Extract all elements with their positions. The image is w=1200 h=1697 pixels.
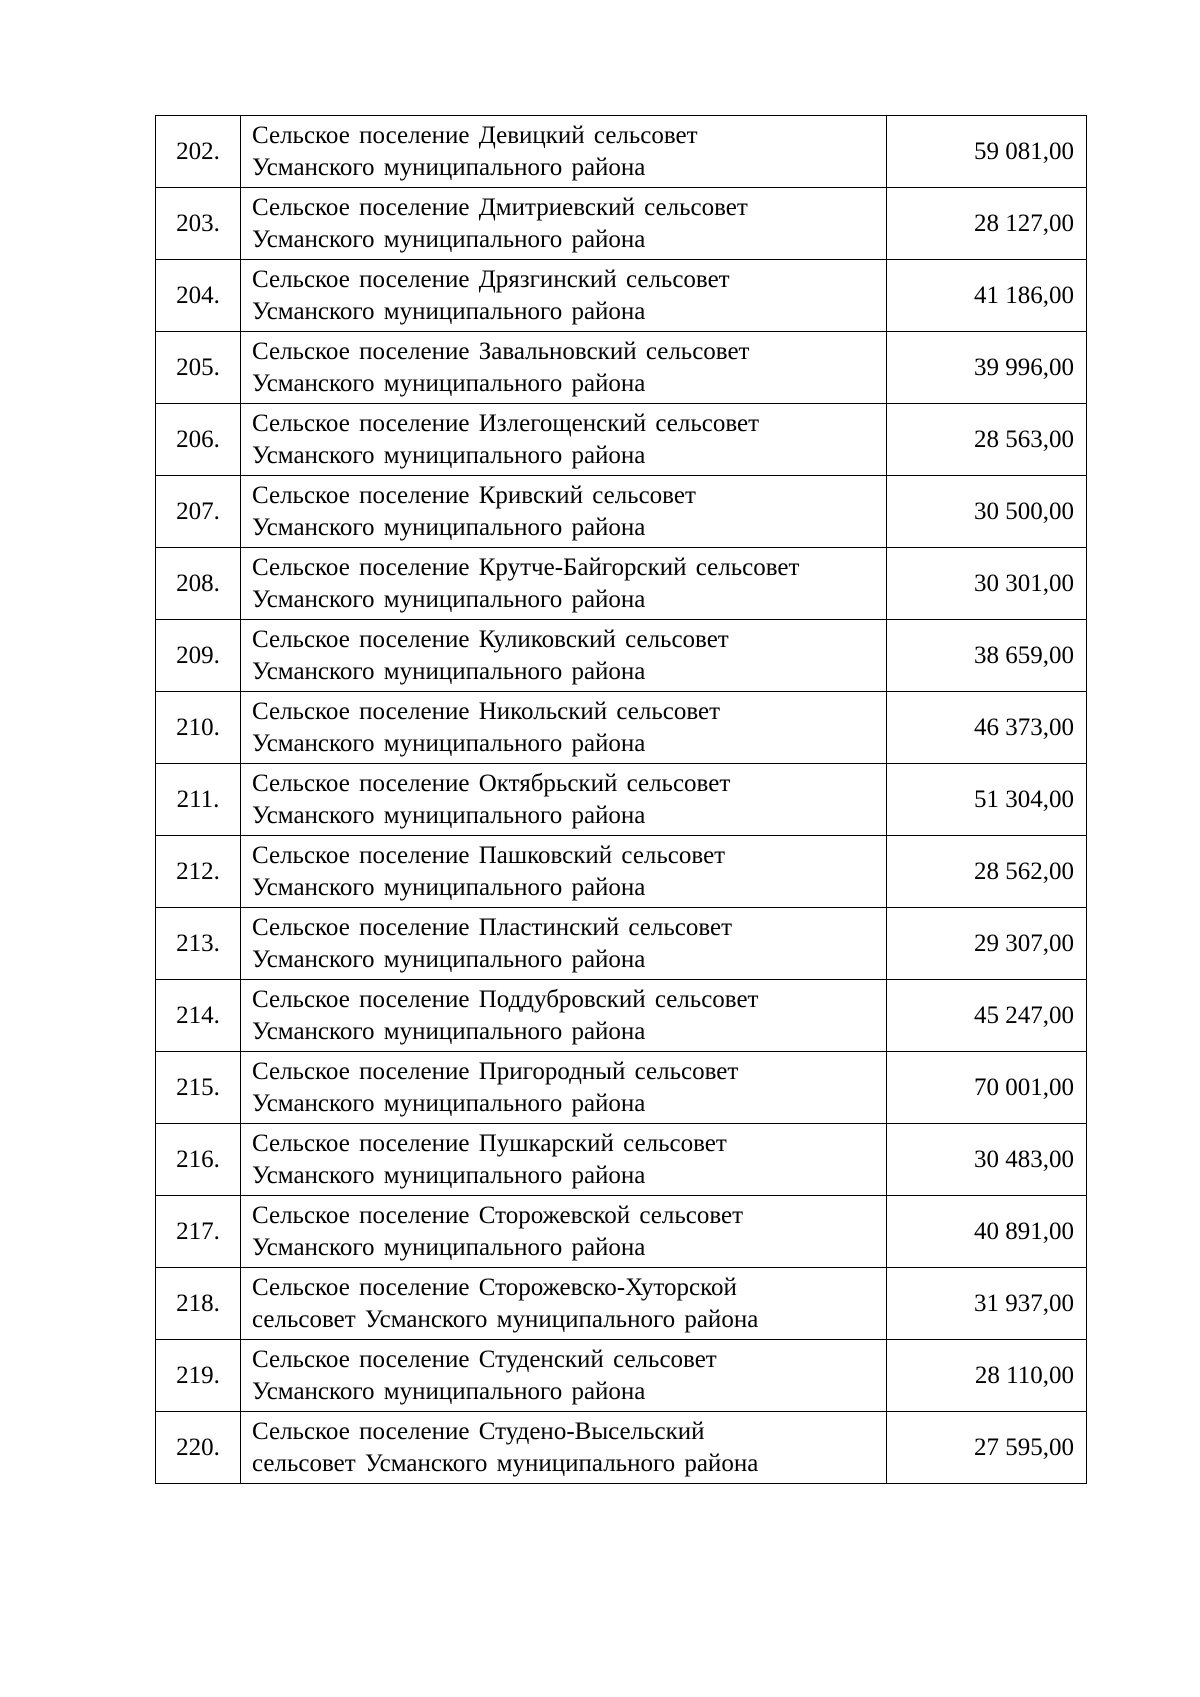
settlement-name-line: Сельское поселение Пашковский сельсовет — [252, 841, 726, 869]
settlement-name-line: Сельское поселение Никольский сельсовет — [252, 697, 721, 725]
settlement-name-line: Сельское поселение Кривский сельсовет — [252, 481, 696, 509]
settlement-name — [241, 1268, 887, 1340]
allocation-amount: 30 483,00 — [887, 1124, 1087, 1196]
table-row — [156, 1124, 1087, 1196]
row-number: 215. — [156, 1052, 241, 1124]
row-number: 208. — [156, 548, 241, 620]
settlement-allocation-table — [155, 115, 1087, 1484]
allocation-amount: 45 247,00 — [887, 980, 1087, 1052]
table-row — [156, 1412, 1087, 1484]
settlement-name-line: Усманского муниципального района — [252, 225, 646, 253]
settlement-name-line: Сельское поселение Пушкарский сельсовет — [252, 1129, 727, 1157]
allocation-amount: 59 081,00 — [887, 116, 1087, 188]
allocation-amount: 28 563,00 — [887, 404, 1087, 476]
settlement-name — [241, 836, 887, 908]
settlement-name-line: Усманского муниципального района — [252, 1233, 646, 1261]
table-row — [156, 476, 1087, 548]
row-number: 204. — [156, 260, 241, 332]
table-row — [156, 620, 1087, 692]
settlement-name — [241, 692, 887, 764]
allocation-amount: 30 301,00 — [887, 548, 1087, 620]
row-number: 217. — [156, 1196, 241, 1268]
table-row — [156, 404, 1087, 476]
allocation-amount: 30 500,00 — [887, 476, 1087, 548]
row-number: 212. — [156, 836, 241, 908]
settlement-name-line: Сельское поселение Сторожевско-Хуторской — [252, 1273, 737, 1301]
settlement-name-line: Усманского муниципального района — [252, 1377, 646, 1405]
settlement-name-line: Усманского муниципального района — [252, 297, 646, 325]
table-row — [156, 1196, 1087, 1268]
allocation-amount: 46 373,00 — [887, 692, 1087, 764]
allocation-amount: 28 110,00 — [887, 1340, 1087, 1412]
allocation-amount: 29 307,00 — [887, 908, 1087, 980]
settlement-name-line: Усманского муниципального района — [252, 945, 646, 973]
settlement-name-line: Сельское поселение Поддубровский сельсовет — [252, 985, 759, 1013]
allocation-amount: 41 186,00 — [887, 260, 1087, 332]
settlement-name-line: Сельское поселение Пригородный сельсовет — [252, 1057, 739, 1085]
settlement-name-line: Сельское поселение Излегощенский сельсовет — [252, 409, 760, 437]
settlement-name — [241, 1124, 887, 1196]
row-number: 214. — [156, 980, 241, 1052]
settlement-name-line: Усманского муниципального района — [252, 1089, 646, 1117]
settlement-name-line: Сельское поселение Дрязгинский сельсовет — [252, 265, 730, 293]
settlement-name-line: сельсовет Усманского муниципального района — [252, 1449, 759, 1477]
settlement-name-line: Усманского муниципального района — [252, 153, 646, 181]
row-number: 205. — [156, 332, 241, 404]
settlement-name-line: Усманского муниципального района — [252, 729, 646, 757]
row-number: 216. — [156, 1124, 241, 1196]
settlement-name — [241, 620, 887, 692]
settlement-name-line: Усманского муниципального района — [252, 1017, 646, 1045]
settlement-name — [241, 404, 887, 476]
settlement-name — [241, 1412, 887, 1484]
settlement-name-line: Усманского муниципального района — [252, 513, 646, 541]
settlement-name-line: Сельское поселение Завальновский сельсовет — [252, 337, 750, 365]
settlement-name-line: Сельское поселение Пластинский сельсовет — [252, 913, 733, 941]
settlement-name-line: Усманского муниципального района — [252, 441, 646, 469]
settlement-name — [241, 1196, 887, 1268]
row-number: 220. — [156, 1412, 241, 1484]
settlement-name — [241, 1340, 887, 1412]
row-number: 211. — [156, 764, 241, 836]
table-row — [156, 692, 1087, 764]
table-row — [156, 1340, 1087, 1412]
table-row — [156, 188, 1087, 260]
settlement-name-line: Сельское поселение Студенский сельсовет — [252, 1345, 717, 1373]
table-row — [156, 980, 1087, 1052]
settlement-name-line: Усманского муниципального района — [252, 1161, 646, 1189]
allocation-amount: 27 595,00 — [887, 1412, 1087, 1484]
table-row — [156, 908, 1087, 980]
settlement-name-line: Усманского муниципального района — [252, 801, 646, 829]
row-number: 210. — [156, 692, 241, 764]
row-number: 213. — [156, 908, 241, 980]
table-row — [156, 332, 1087, 404]
allocation-amount: 28 127,00 — [887, 188, 1087, 260]
settlement-name-line: Сельское поселение Крутче-Байгорский сельсовет — [252, 553, 800, 581]
row-number: 219. — [156, 1340, 241, 1412]
allocation-amount: 40 891,00 — [887, 1196, 1087, 1268]
settlement-name — [241, 548, 887, 620]
settlement-name-line: Сельское поселение Девицкий сельсовет — [252, 121, 698, 149]
settlement-name — [241, 188, 887, 260]
settlement-name — [241, 764, 887, 836]
settlement-name — [241, 332, 887, 404]
allocation-amount: 31 937,00 — [887, 1268, 1087, 1340]
table-row — [156, 836, 1087, 908]
table-row — [156, 548, 1087, 620]
settlement-name — [241, 980, 887, 1052]
table-row — [156, 1268, 1087, 1340]
row-number: 207. — [156, 476, 241, 548]
settlement-name-line: Усманского муниципального района — [252, 657, 646, 685]
settlement-name — [241, 260, 887, 332]
settlement-name — [241, 116, 887, 188]
row-number: 206. — [156, 404, 241, 476]
settlement-name-line: Сельское поселение Сторожевской сельсовет — [252, 1201, 744, 1229]
settlement-name-line: Усманского муниципального района — [252, 873, 646, 901]
settlement-name-line: Сельское поселение Куликовский сельсовет — [252, 625, 729, 653]
row-number: 202. — [156, 116, 241, 188]
row-number: 218. — [156, 1268, 241, 1340]
table-row — [156, 1052, 1087, 1124]
allocation-amount: 28 562,00 — [887, 836, 1087, 908]
table-row — [156, 260, 1087, 332]
settlement-name-line: сельсовет Усманского муниципального района — [252, 1305, 759, 1333]
allocation-amount: 51 304,00 — [887, 764, 1087, 836]
table-row — [156, 764, 1087, 836]
settlement-name-line: Сельское поселение Дмитриевский сельсовет — [252, 193, 748, 221]
settlement-name-line: Сельское поселение Студено-Высельский — [252, 1417, 705, 1445]
settlement-name — [241, 476, 887, 548]
allocation-amount: 38 659,00 — [887, 620, 1087, 692]
allocation-amount: 39 996,00 — [887, 332, 1087, 404]
row-number: 209. — [156, 620, 241, 692]
settlement-name-line: Сельское поселение Октябрьский сельсовет — [252, 769, 731, 797]
settlement-name — [241, 1052, 887, 1124]
row-number: 203. — [156, 188, 241, 260]
settlement-name — [241, 908, 887, 980]
settlement-name-line: Усманского муниципального района — [252, 369, 646, 397]
allocation-amount: 70 001,00 — [887, 1052, 1087, 1124]
settlement-name-line: Усманского муниципального района — [252, 585, 646, 613]
table-row — [156, 116, 1087, 188]
